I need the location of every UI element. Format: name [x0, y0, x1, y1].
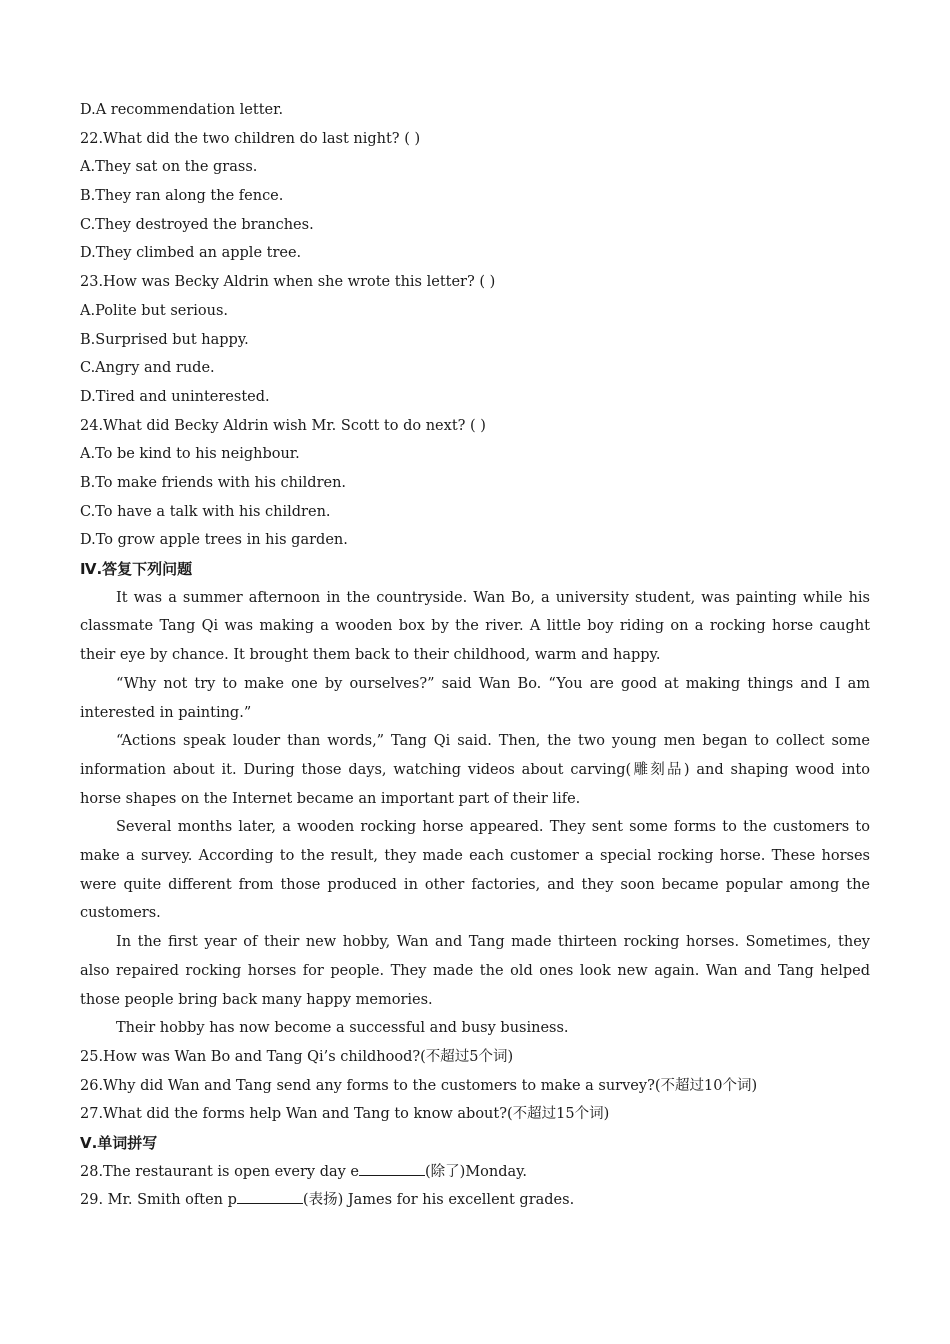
q22-option-c: C.They destroyed the branches. — [80, 216, 314, 233]
q28-text-after: (除了)Monday. — [425, 1163, 528, 1180]
q28-blank[interactable] — [359, 1161, 425, 1176]
passage-paragraph-3: “Actions speak louder than words,” Tang Qi said. Then, the two young men began to collect some information about it. During those days, watching videos about carving(雕刻品) and shaping wood into horse shapes on the Internet became an important part of their life. — [80, 733, 870, 807]
q24-option-a: A.To be kind to his neighbour. — [80, 446, 300, 463]
q22-option-d: D.They climbed an apple tree. — [80, 245, 302, 262]
q23-option-a: A.Polite but serious. — [80, 302, 229, 319]
q24-option-c: C.To have a talk with his children. — [80, 503, 331, 520]
q28-text-before: 28.The restaurant is open every day e — [80, 1163, 359, 1180]
q24-option-b: B.To make friends with his children. — [80, 474, 347, 491]
q22-option-b: B.They ran along the fence. — [80, 188, 284, 205]
q28-sentence — [80, 1158, 870, 1187]
section-4-heading: Ⅳ.答复下列问题 — [80, 560, 193, 578]
q29-blank[interactable] — [237, 1189, 303, 1204]
passage-paragraph-1: It was a summer afternoon in the countryside. Wan Bo, a university student, was painting while his classmate Tang Qi was making a wooden box by the river. A little boy riding on a rocking horse caught their eye by chance. It brought them back to their childhood, warm and happy. — [80, 589, 870, 664]
worksheet-page — [80, 96, 870, 1215]
q23-option-d: D.Tired and uninterested. — [80, 388, 270, 405]
q23-option-b: B.Surprised but happy. — [80, 331, 249, 348]
q22-question: 22.What did the two children do last night? ( ) — [80, 130, 421, 147]
q27-question: 27.What did the forms help Wan and Tang to know about?(不超过15个词) — [80, 1106, 610, 1123]
q29-text-after: (表扬) James for his excellent grades. — [302, 1192, 575, 1209]
section-5-heading: Ⅴ.单词拼写 — [80, 1134, 158, 1152]
passage-paragraph-5: In the first year of their new hobby, Wan and Tang made thirteen rocking horses. Sometimes, they also repaired rocking horses for people. They made the old ones look new again. Wan and Tang helped those people bring back many happy memories. — [80, 934, 870, 1008]
passage-paragraph-4: Several months later, a wooden rocking horse appeared. They sent some forms to the customers to make a survey. According to the result, they made each customer a special rocking horse. These horses were quite different from those produced in other factories, and they soon became popular among the customers. — [80, 819, 870, 922]
q29-sentence — [80, 1186, 870, 1215]
q29-text-before: 29. Mr. Smith often p — [80, 1192, 237, 1209]
q23-option-c: C.Angry and rude. — [80, 360, 215, 377]
q25-question: 25.How was Wan Bo and Tang Qi’s childhood?(不超过5个词) — [80, 1048, 514, 1065]
q22-option-a: A.They sat on the grass. — [80, 159, 258, 176]
passage-paragraph-6: Their hobby has now become a successful and busy business. — [116, 1020, 569, 1037]
q26-question: 26.Why did Wan and Tang send any forms to the customers to make a survey?(不超过10个词) — [80, 1077, 758, 1094]
q24-question: 24.What did Becky Aldrin wish Mr. Scott to do next? ( ) — [80, 417, 486, 434]
q21-option-d: D.A recommendation letter. — [80, 102, 284, 118]
q23-question: 23.How was Becky Aldrin when she wrote this letter? ( ) — [80, 274, 496, 291]
passage-paragraph-2: “Why not try to make one by ourselves?” said Wan Bo. “You are good at making things and I am interested in painting.” — [80, 675, 870, 721]
q24-option-d: D.To grow apple trees in his garden. — [80, 532, 348, 549]
